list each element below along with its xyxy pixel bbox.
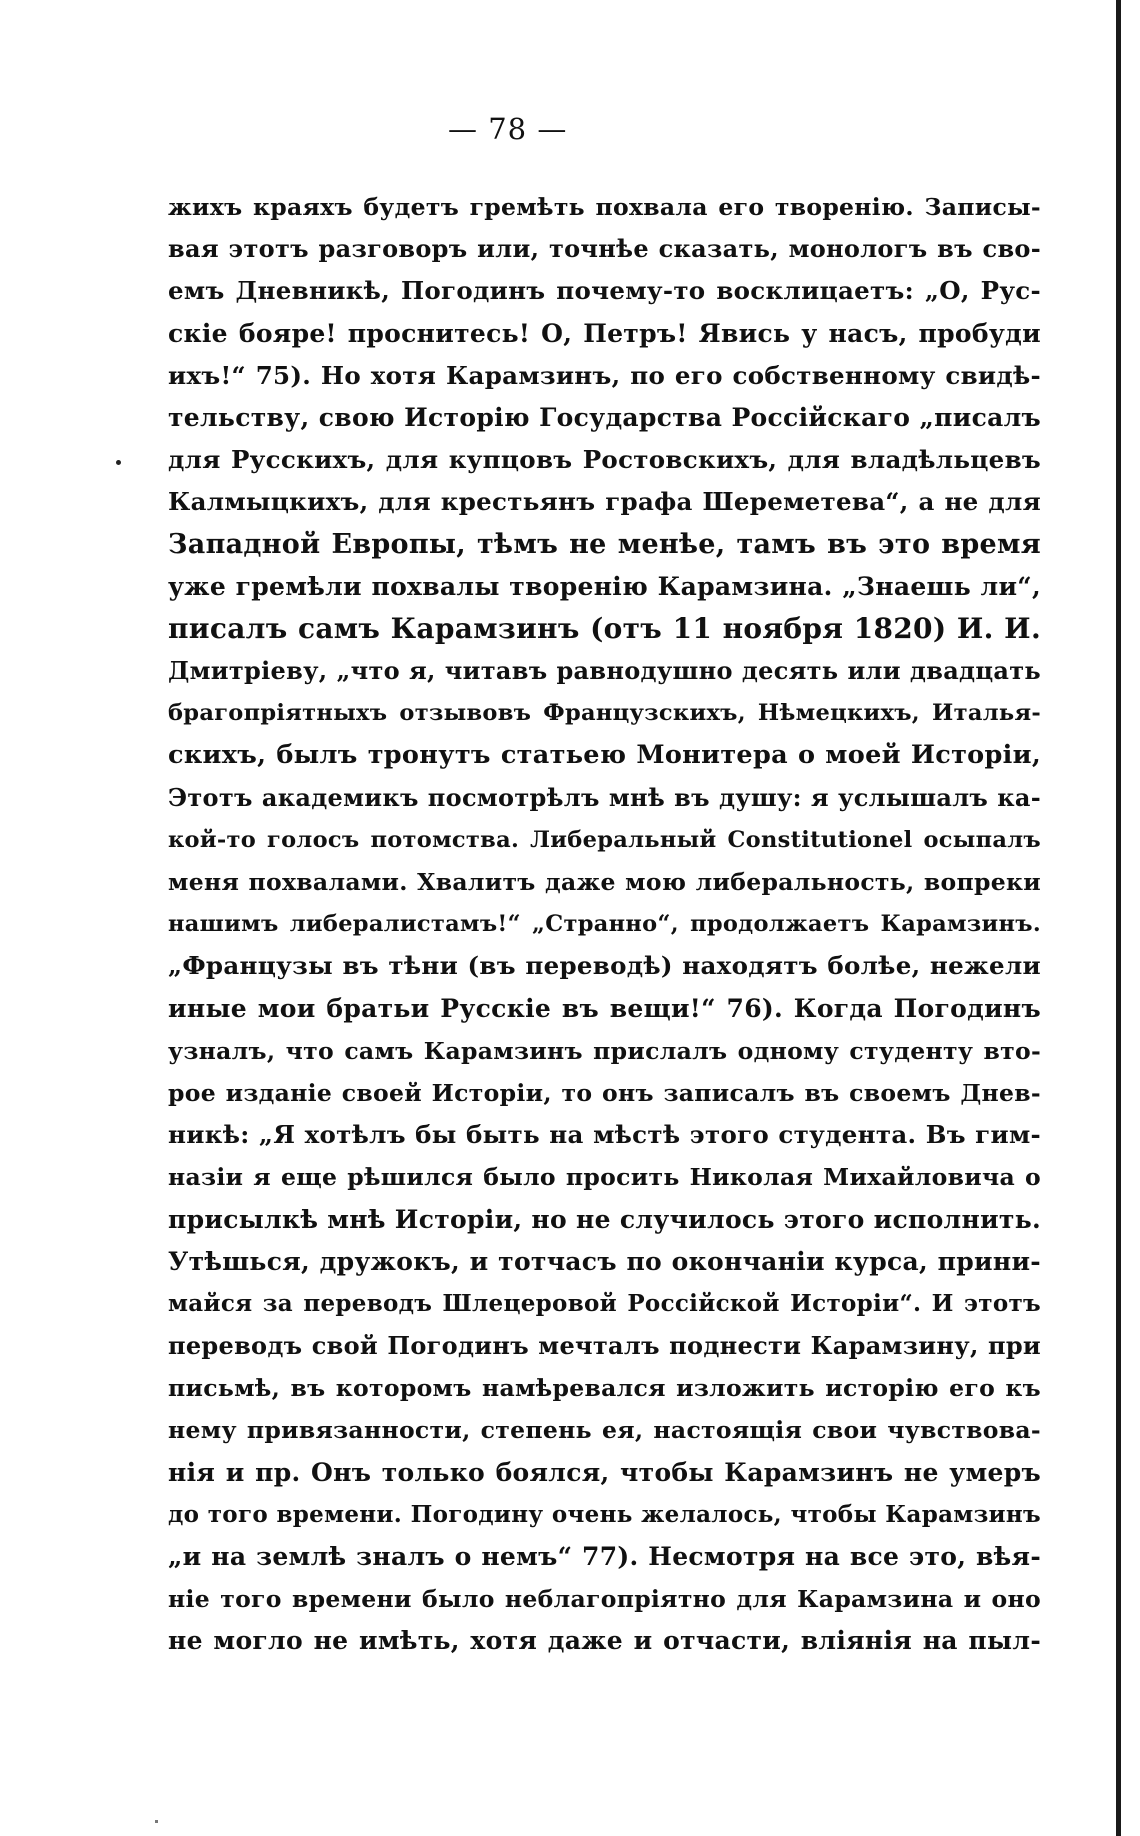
text-line: меня похвалами. Хвалитъ даже мою либеральность, вопреки	[168, 868, 1041, 896]
text-line: переводъ свой Погодинъ мечталъ поднести Карамзину, при	[168, 1331, 1041, 1361]
text-line: емъ Дневникѣ, Погодинъ почему-то восклицаетъ: „О, Рус-	[168, 276, 1041, 306]
text-line: для Русскихъ, для купцовъ Ростовскихъ, для владѣльцевъ	[168, 445, 1041, 475]
text-line: до того времени. Погодину очень желалось, чтобы Карамзинъ	[168, 1500, 1041, 1528]
page-number-text: — 78 —	[448, 112, 568, 146]
text-line: тельству, свою Исторію Государства Россійскаго „писалъ	[168, 402, 1041, 432]
text-line: брагопріятныхъ отзывовъ Французскихъ, Нѣмецкихъ, Италья-	[168, 700, 1041, 727]
text-line: скихъ, былъ тронутъ статьею Монитера о моей Исторіи,	[168, 740, 1041, 771]
text-line: узналъ, что самъ Карамзинъ прислалъ одному студенту вто-	[168, 1036, 1041, 1065]
text-line: Западной Европы, тѣмъ не менѣе, тамъ въ это время	[168, 528, 1041, 560]
page-edge-rule	[1116, 0, 1121, 1836]
margin-mark	[116, 460, 121, 465]
text-line: Калмыцкихъ, для крестьянъ графа Шереметева“, а не для	[168, 487, 1041, 517]
text-line: письмѣ, въ которомъ намѣревался изложить исторію его къ	[168, 1374, 1041, 1403]
text-line: рое изданіе своей Исторіи, то онъ записалъ въ своемъ Днев-	[168, 1078, 1041, 1107]
text-line: кой-то голосъ потомства. Либеральный Constitutionel осыпалъ	[168, 826, 1041, 853]
text-line: нашимъ либералистамъ!“ „Странно“, продолжаетъ Карамзинъ.	[168, 911, 1041, 938]
text-line: ніе того времени было неблагопріятно для Карамзина и оно	[168, 1585, 1041, 1614]
scan-speck	[155, 1820, 158, 1823]
text-line: Дмитріеву, „что я, читавъ равнодушно десять или двадцать	[168, 656, 1041, 686]
text-line: нему привязанности, степень ея, настоящія свои чувствова-	[168, 1416, 1041, 1445]
text-line: Утѣшься, дружокъ, и тотчасъ по окончаніи курса, прини-	[168, 1246, 1041, 1276]
text-line: „Французы въ тѣни (въ переводѣ) находятъ болѣе, нежели	[168, 951, 1041, 981]
text-line: ихъ!“ 75). Но хотя Карамзинъ, по его собственному свидѣ-	[168, 360, 1041, 390]
text-line: вая этотъ разговоръ или, точнѣе сказать, монологъ въ сво-	[168, 234, 1041, 264]
text-line: „и на землѣ зналъ о немъ“ 77). Несмотря на все это, вѣя-	[168, 1542, 1041, 1571]
text-line: никѣ: „Я хотѣлъ бы быть на мѣстѣ этого студента. Въ гим-	[168, 1120, 1041, 1150]
page-number	[58, 112, 1140, 146]
text-line: писалъ самъ Карамзинъ (отъ 11 ноября 1820) И. И.	[168, 611, 1041, 645]
text-line: иные мои братьи Русскіе въ вещи!“ 76). Когда Погодинъ	[168, 993, 1041, 1023]
text-line: присылкѣ мнѣ Исторіи, но не случилось этого исполнить.	[168, 1204, 1041, 1234]
text-line: скіе бояре! проснитесь! О, Петръ! Явись у насъ, пробуди	[168, 318, 1041, 348]
text-line: майся за переводъ Шлецеровой Россійской Исторіи“. И этотъ	[168, 1289, 1041, 1317]
body-text	[168, 186, 1041, 1663]
text-line: уже гремѣли похвалы творенію Карамзина. „Знаешь ли“,	[168, 571, 1041, 601]
text-line: жихъ краяхъ будетъ гремѣть похвала его творенію. Записы-	[168, 193, 1041, 221]
text-line: Этотъ академикъ посмотрѣлъ мнѣ въ душу: я услышалъ ка-	[168, 782, 1041, 812]
text-line: назіи я еще рѣшился было просить Николая Михайловича о	[168, 1163, 1041, 1192]
text-line: нія и пр. Онъ только боялся, чтобы Карамзинъ не умеръ	[168, 1457, 1041, 1487]
text-line: не могло не имѣть, хотя даже и отчасти, вліянія на пыл-	[168, 1626, 1041, 1656]
